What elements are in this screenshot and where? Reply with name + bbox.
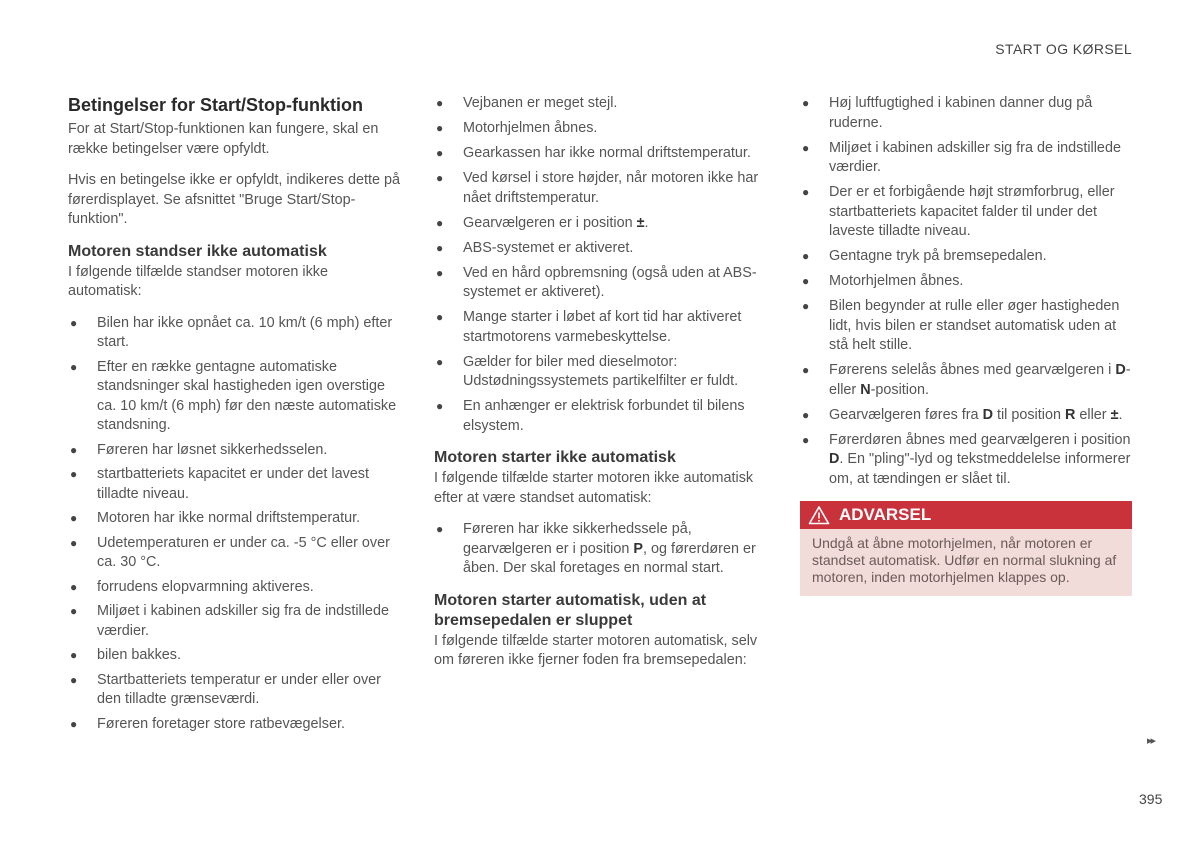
- bullet-icon: ●: [436, 399, 444, 413]
- auto-start-list: [800, 94, 1132, 489]
- list-item: ● Gentagne tryk på bremsepedalen.: [800, 247, 1132, 267]
- info-text: Hvis en betingelse ikke er opfyldt, indikeres dette på førerdisplayet. Se afsnittet "Bruge Start/Stop-funktion".: [68, 172, 400, 227]
- list-item: ● Føreren har løsnet sikkerhedsselen.: [68, 441, 400, 461]
- column-3: [800, 94, 1132, 596]
- bullet-icon: ●: [70, 604, 78, 618]
- list-item: ● Startbatteriets temperatur er under eller over den tilladte grænseværdi.: [70, 671, 381, 707]
- list-item: ● startbatteriets kapacitet er under det lavest tilladte niveau.: [70, 466, 369, 502]
- warning-box: [800, 501, 1132, 596]
- subheading-not-start: Motoren starter ikke automatisk: [434, 449, 676, 466]
- bullet-icon: ●: [802, 407, 810, 422]
- subheading-auto-start: Motoren starter automatisk, uden at bremsepedalen er sluppet: [434, 591, 707, 629]
- bullet-icon: ●: [436, 146, 444, 160]
- bullet-icon: ●: [802, 96, 810, 110]
- list-item: ● Efter en række gentagne automatiske standsninger skal hastigheden igen overstige ca. 10 km/t (6 mph) før den næste automatiske standsning.: [70, 358, 397, 433]
- list-item: ● Gælder for biler med dieselmotor: Udstødningssystemets partikelfilter er fuldt.: [436, 353, 739, 389]
- list-item: ● En anhænger er elektrisk forbundet til bilens elsystem.: [436, 398, 745, 434]
- bullet-icon: ●: [436, 121, 444, 135]
- bullet-icon: ●: [802, 432, 810, 447]
- list-item: ● Førerens selelås åbnes med gearvælgeren i D- eller N-position.: [802, 362, 1131, 398]
- warning-header: [800, 501, 1132, 529]
- not-stop-list: [68, 314, 400, 735]
- column-1: [68, 94, 400, 746]
- list-item: ● Motorhjelmen åbnes.: [434, 119, 766, 139]
- gear-symbol: ±: [636, 214, 645, 231]
- list-item: ● Høj luftfugtighed i kabinen danner dug på ruderne.: [802, 95, 1093, 131]
- list-item: ● Gearvælgeren er i position ±.: [434, 214, 766, 234]
- list-item: ● Der er et forbigående højt strømforbrug, eller startbatteriets kapacitet falder til under det laveste tilladte niveau.: [802, 184, 1115, 239]
- bullet-icon: ●: [70, 672, 78, 687]
- list-item: ● Ved kørsel i store højder, når motoren ikke har nået driftstemperatur.: [436, 170, 759, 206]
- bullet-icon: ●: [802, 274, 810, 288]
- section-title: Betingelser for Start/Stop-funktion: [68, 95, 364, 115]
- list-item: ● Miljøet i kabinen adskiller sig fra de indstillede værdier.: [802, 139, 1121, 175]
- bullet-icon: ●: [70, 511, 78, 525]
- list-item: ● Bilen begynder at rulle eller øger hastigheden lidt, hvis bilen er standset automatisk uden at stå helt stille.: [802, 298, 1120, 353]
- bullet-icon: ●: [436, 522, 444, 536]
- bullet-icon: ●: [802, 363, 810, 377]
- list-item: ● Bilen har ikke opnået ca. 10 km/t (6 mph) efter start.: [70, 314, 393, 350]
- list-item: ● Motorhjelmen åbnes.: [800, 272, 1132, 292]
- subheading-not-stop-intro: I følgende tilfælde standser motoren ikke automatisk:: [68, 263, 328, 299]
- warning-title: ADVARSEL: [839, 505, 932, 525]
- subheading-not-start-intro: I følgende tilfælde starter motoren ikke automatisk efter at være standset automatisk:: [434, 470, 754, 506]
- bullet-icon: ●: [436, 171, 444, 185]
- bullet-icon: ●: [802, 249, 810, 263]
- bullet-icon: ●: [802, 185, 810, 199]
- bullet-icon: ●: [70, 359, 78, 374]
- list-item: ● Motoren har ikke normal driftstemperatur.: [68, 509, 400, 529]
- bullet-icon: ●: [70, 648, 78, 662]
- bullet-icon: ●: [70, 716, 78, 731]
- warning-triangle-icon: [808, 505, 830, 525]
- bullet-icon: ●: [70, 467, 78, 481]
- intro-text: For at Start/Stop-funktionen kan fungere, skal en række betingelser være opfyldt.: [68, 121, 379, 157]
- bullet-icon: ●: [70, 579, 78, 594]
- list-item: ● Føreren har ikke sikkerhedssele på, gearvælgeren er i position P, og førerdøren er åben. Der skal foretages en normal start.: [436, 521, 756, 576]
- next-page-indicator: ▸▸: [1147, 735, 1155, 747]
- bullet-icon: ●: [802, 140, 810, 155]
- page-number: 395: [1139, 791, 1163, 807]
- bullet-icon: ●: [436, 354, 444, 369]
- list-item: ● ABS-systemet er aktiveret.: [434, 239, 766, 259]
- list-item: ● Føreren foretager store ratbevægelser.: [68, 715, 400, 735]
- list-item: ● Miljøet i kabinen adskiller sig fra de indstillede værdier.: [70, 603, 389, 639]
- bullet-icon: ●: [70, 315, 78, 330]
- not-start-list: [434, 520, 766, 579]
- list-item: ● bilen bakkes.: [68, 646, 400, 666]
- list-item: ● Mange starter i løbet af kort tid har aktiveret startmotorens varmebeskyttelse.: [436, 309, 742, 345]
- bullet-icon: ●: [436, 96, 444, 110]
- list-item: ● Gearkassen har ikke normal driftstemperatur.: [434, 144, 766, 164]
- list-item: ● forrudens elopvarmning aktiveres.: [68, 578, 400, 598]
- subheading-auto-start-intro: I følgende tilfælde starter motoren automatisk, selv om føreren ikke fjerner foden fra bremsepedalen:: [434, 632, 758, 668]
- not-stop-list-continued: [434, 94, 766, 436]
- bullet-icon: ●: [436, 215, 444, 230]
- warning-text: Undgå at åbne motorhjelmen, når motoren er standset automatisk. Udfør en normal slukning af motoren, inden motorhjelmen klappes op.: [812, 535, 1117, 585]
- bullet-icon: ●: [70, 535, 78, 550]
- column-2: [434, 94, 766, 683]
- bullet-icon: ●: [436, 310, 444, 324]
- bullet-icon: ●: [70, 442, 78, 457]
- subheading-not-stop: Motoren standser ikke automatisk: [68, 242, 327, 260]
- list-item: ● Førerdøren åbnes med gearvælgeren i position D. En "pling"-lyd og tekstmeddelelse informerer om, at tændingen er slået til.: [802, 431, 1131, 487]
- list-item: ● Udetemperaturen er under ca. -5 °C eller over ca. 30 °C.: [70, 534, 390, 570]
- bullet-icon: ●: [436, 265, 444, 280]
- list-item: ● Vejbanen er meget stejl.: [434, 94, 766, 114]
- list-item: ● Gearvælgeren føres fra D til position R eller ±.: [800, 406, 1132, 426]
- list-item: ● Ved en hård opbremsning (også uden at ABS-systemet er aktiveret).: [436, 264, 757, 300]
- bullet-icon: ●: [436, 240, 444, 255]
- bullet-icon: ●: [802, 299, 810, 313]
- section-header: START OG KØRSEL: [995, 41, 1132, 57]
